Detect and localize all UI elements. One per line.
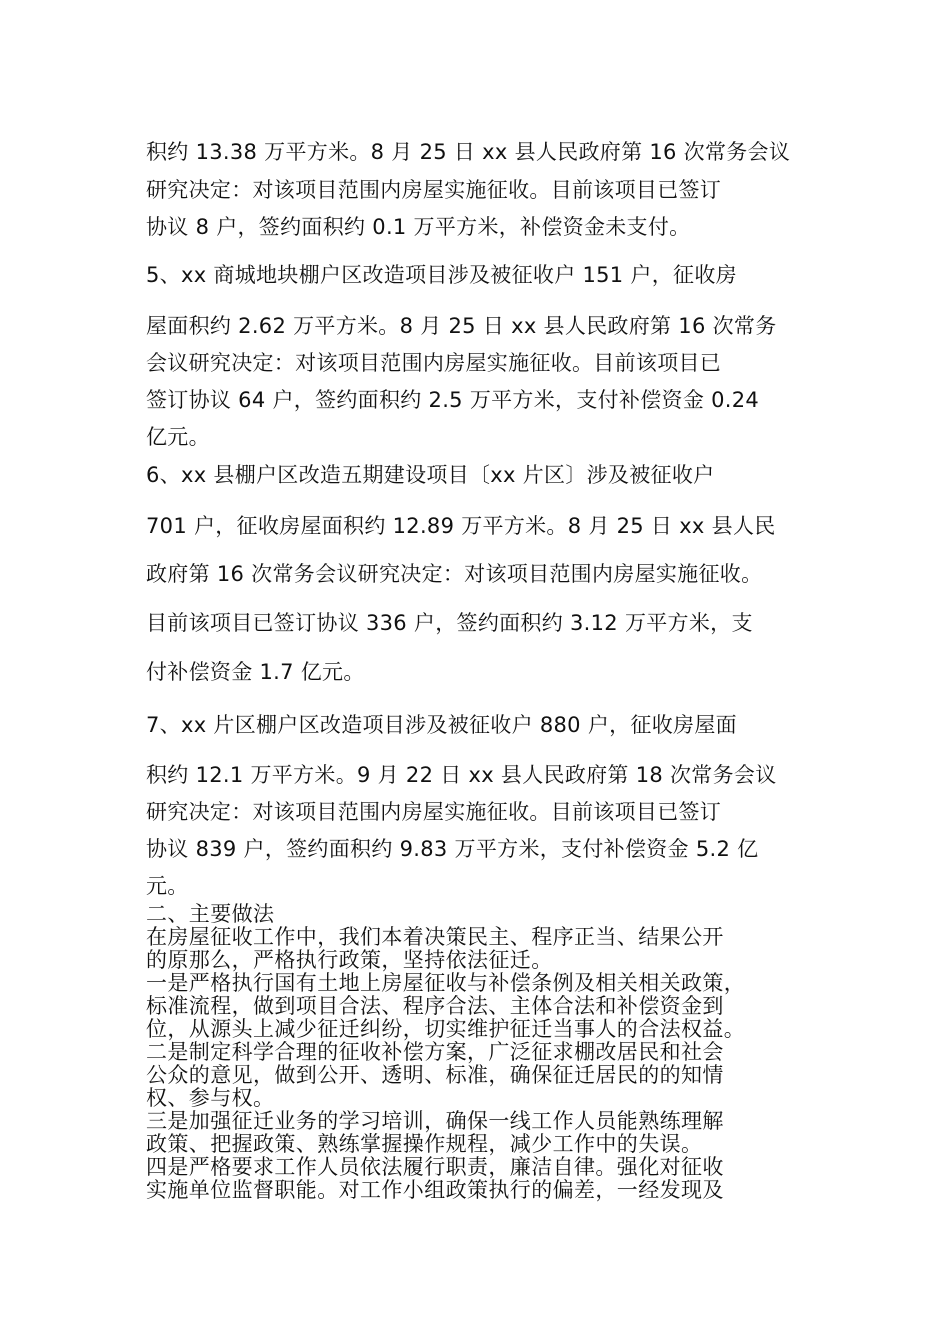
text-line: 屋面积约 2.62 万平方米。8 月 25 日 xx 县人民政府第 16 次常务 bbox=[146, 314, 777, 338]
text-line: 权、参与权。 bbox=[146, 1086, 275, 1110]
text-line: 实施单位监督职能。对工作小组政策执行的偏差，一经发现及 bbox=[146, 1178, 724, 1202]
text-line: 研究决定：对该项目范围内房屋实施征收。目前该项目已签订 bbox=[146, 800, 722, 824]
text-line: 签订协议 64 户，签约面积约 2.5 万平方米，支付补偿资金 0.24 bbox=[146, 388, 760, 412]
text-line: 政策、把握政策、熟练掌握操作规程，减少工作中的失误。 bbox=[146, 1132, 703, 1156]
text-line: 政府第 16 次常务会议研究决定：对该项目范围内房屋实施征收。 bbox=[146, 562, 763, 586]
text-line: 会议研究决定：对该项目范围内房屋实施征收。目前该项目已 bbox=[146, 351, 722, 375]
text-line: 在房屋征收工作中，我们本着决策民主、程序正当、结果公开 bbox=[146, 925, 724, 949]
text-line: 标准流程，做到项目合法、程序合法、主体合法和补偿资金到 bbox=[146, 994, 724, 1018]
text-line: 亿元。 bbox=[146, 425, 210, 449]
text-line: 协议 8 户，签约面积约 0.1 万平方米，补偿资金未支付。 bbox=[146, 215, 691, 239]
section-heading: 二、主要做法 bbox=[146, 902, 275, 926]
text-line: 5、xx 商城地块棚户区改造项目涉及被征收户 151 户，征收房 bbox=[146, 263, 737, 287]
text-line: 公众的意见，做到公开、透明、标准，确保征迁居民的的知情 bbox=[146, 1063, 724, 1087]
text-line: 协议 839 户，签约面积约 9.83 万平方米，支付补偿资金 5.2 亿 bbox=[146, 837, 759, 861]
text-line: 元。 bbox=[146, 874, 189, 898]
text-line: 701 户，征收房屋面积约 12.89 万平方米。8 月 25 日 xx 县人民 bbox=[146, 514, 776, 538]
text-line: 积约 13.38 万平方米。8 月 25 日 xx 县人民政府第 16 次常务会议 bbox=[146, 140, 791, 164]
text-line: 位，从源头上减少征迁纠纷，切实维护征迁当事人的合法权益。 bbox=[146, 1017, 746, 1041]
text-line: 二是制定科学合理的征收补偿方案，广泛征求棚改居民和社会 bbox=[146, 1040, 724, 1064]
text-line: 四是严格要求工作人员依法履行职责，廉洁自律。强化对征收 bbox=[146, 1155, 724, 1179]
text-line: 目前该项目已签订协议 336 户，签约面积约 3.12 万平方米，支 bbox=[146, 611, 753, 635]
text-line: 付补偿资金 1.7 亿元。 bbox=[146, 660, 365, 684]
text-line: 研究决定：对该项目范围内房屋实施征收。目前该项目已签订 bbox=[146, 178, 722, 202]
text-line: 7、xx 片区棚户区改造项目涉及被征收户 880 户，征收房屋面 bbox=[146, 713, 737, 737]
text-line: 6、xx 县棚户区改造五期建设项目〔xx 片区〕涉及被征收户 bbox=[146, 463, 715, 487]
text-line: 积约 12.1 万平方米。9 月 22 日 xx 县人民政府第 18 次常务会议 bbox=[146, 763, 777, 787]
text-line: 三是加强征迁业务的学习培训，确保一线工作人员能熟练理解 bbox=[146, 1109, 724, 1133]
text-line: 的原那么，严格执行政策，坚持依法征迁。 bbox=[146, 948, 553, 972]
text-line: 一是严格执行国有土地上房屋征收与补偿条例及相关相关政策， bbox=[146, 971, 746, 995]
